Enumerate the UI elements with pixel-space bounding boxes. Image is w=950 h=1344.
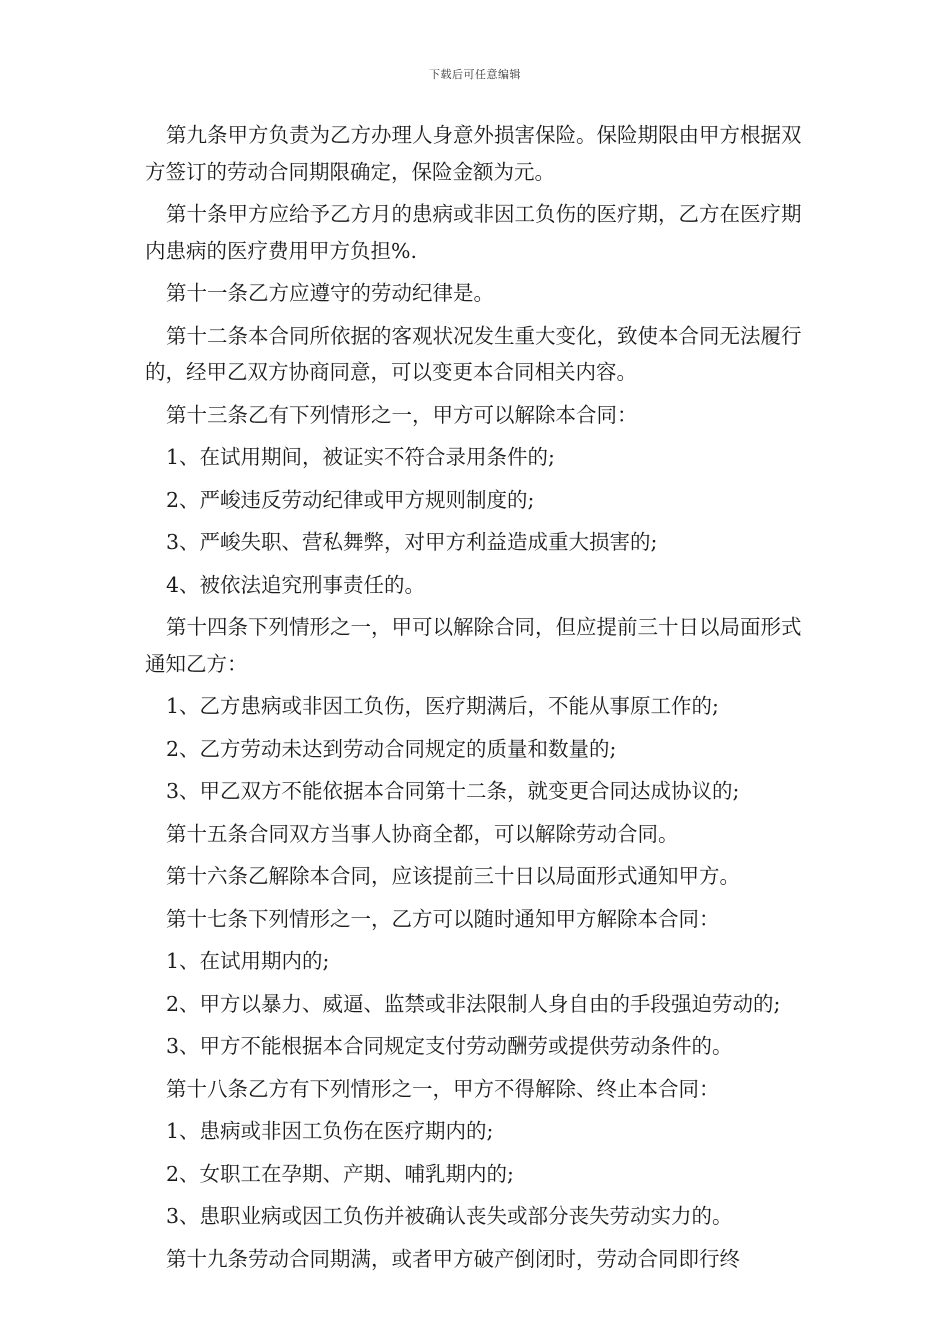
article-14-item-1: 1、乙方患病或非因工负伤，医疗期满后，不能从事原工作的; [166,694,719,718]
article-9: 第九条甲方负责为乙方办理人身意外损害保险。保险期限由甲方根据双方签订的劳动合同期限确定，保险金额为元。 [145,123,802,184]
article-18-item-2: 2、女职工在孕期、产期、哺乳期内的; [166,1161,514,1186]
article-13-item-1: 1、在试用期间，被证实不符合录用条件的; [166,445,555,469]
article-13-item-4: 4、被依法追究刑事责任的。 [166,572,426,597]
article-16: 第十六条乙解除本合同，应该提前三十日以局面形式通知甲方。 [166,864,740,888]
page-header: 下载后可任意编辑 [429,68,521,81]
article-18: 第十八条乙方有下列情形之一，甲方不得解除、终止本合同： [166,1076,720,1101]
article-10: 第十条甲方应给予乙方月的患病或非因工负伤的医疗期，乙方在医疗期内患病的医疗费用甲方负担%. [145,202,802,263]
article-18-item-1: 1、患病或非因工负伤在医疗期内的; [166,1119,494,1143]
article-12: 第十二条本合同所依据的客观状况发生重大变化，致使本合同无法履行的，经甲乙双方协商同意，可以变更本合同相关内容。 [145,323,802,384]
article-13-item-3: 3、严峻失职、营私舞弊，对甲方利益造成重大损害的; [166,530,658,554]
article-13: 第十三条乙有下列情形之一，甲方可以解除本合同： [166,402,638,427]
article-14-item-3: 3、甲乙双方不能依据本合同第十二条，就变更合同达成协议的; [166,779,740,803]
article-14-item-2: 2、乙方劳动未达到劳动合同规定的质量和数量的; [166,736,617,761]
document-body [145,117,807,1277]
article-17-item-2: 2、甲方以暴力、威逼、监禁或非法限制人身自由的手段强迫劳动的; [166,991,781,1016]
article-19: 第十九条劳动合同期满，或者甲方破产倒闭时，劳动合同即行终 [166,1246,740,1271]
article-17-item-1: 1、在试用期内的; [166,949,330,973]
article-17: 第十七条下列情形之一，乙方可以随时通知甲方解除本合同： [166,906,720,931]
article-15: 第十五条合同双方当事人协商全都，可以解除劳动合同。 [166,821,679,846]
article-17-item-3: 3、甲方不能根据本合同规定支付劳动酬劳或提供劳动条件的。 [166,1034,733,1058]
article-13-item-2: 2、严峻违反劳动纪律或甲方规则制度的; [166,487,535,512]
article-14: 第十四条下列情形之一，甲可以解除合同，但应提前三十日以局面形式通知乙方： [145,615,802,676]
article-11: 第十一条乙方应遵守的劳动纪律是。 [166,281,494,305]
article-18-item-3: 3、患职业病或因工负伤并被确认丧失或部分丧失劳动实力的。 [166,1204,733,1228]
